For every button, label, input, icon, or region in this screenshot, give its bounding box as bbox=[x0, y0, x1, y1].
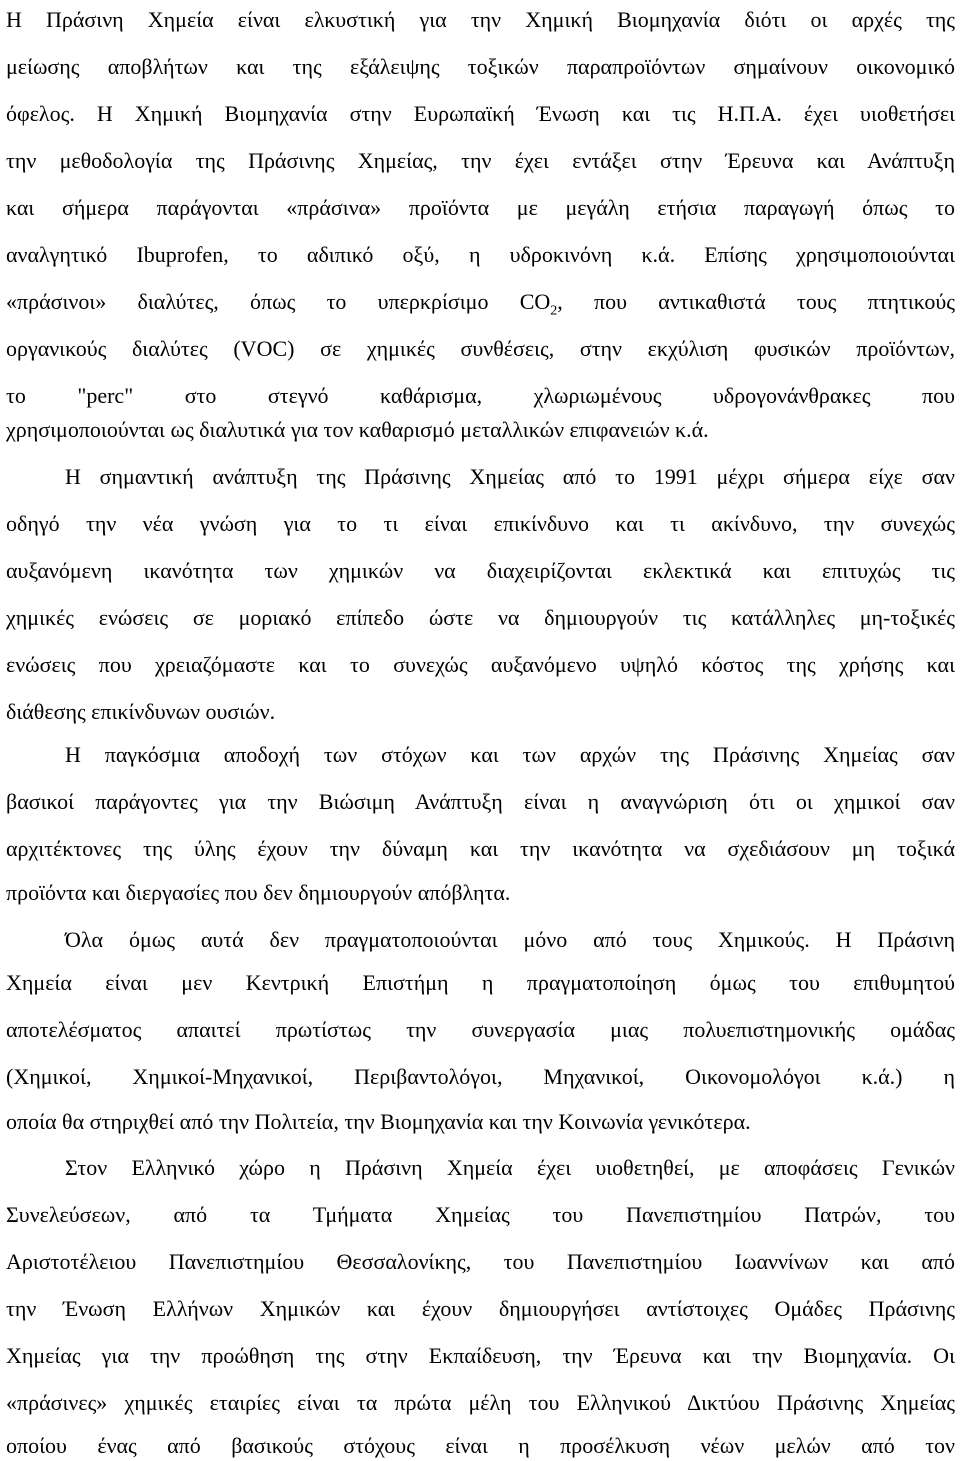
text-line: Αριστοτέλειου Πανεπιστημίου Θεσσαλονίκης, του Πανεπιστημίου Ιωαννίνων και από bbox=[6, 1249, 955, 1274]
text-line: ενώσεις που χρειαζόμαστε και το συνεχώς αυξανόμενο υψηλό κόστος της χρήσης και bbox=[6, 652, 955, 677]
text-line: χημικές ενώσεις σε μοριακό επίπεδο ώστε να δημιουργούν τις κατάλληλες μη-τοξικές bbox=[6, 605, 955, 630]
text-line: και σήμερα παράγονται «πράσινα» προϊόντα με μεγάλη ετήσια παραγωγή όπως το bbox=[6, 195, 955, 220]
text-line: Η σημαντική ανάπτυξη της Πράσινης Χημείας από το 1991 μέχρι σήμερα είχε σαν bbox=[65, 464, 955, 489]
text-line: χρησιμοποιούνται ως διαλυτικά για τον καθαρισμό μεταλλικών επιφανειών κ.ά. bbox=[6, 417, 709, 442]
text-line: αρχιτέκτονες της ύλης έχουν την δύναμη και την ικανότητα να σχεδιάσουν μη τοξικά bbox=[6, 836, 955, 861]
text-line: Συνελεύσεων, από τα Τμήματα Χημείας του Πανεπιστημίου Πατρών, του bbox=[6, 1202, 955, 1227]
text-line: αναλγητικό Ibuprofen, το αδιπικό οξύ, η υδροκινόνη κ.ά. Επίσης χρησιμοποιούνται bbox=[6, 242, 955, 267]
text-line: οδηγό την νέα γνώση για το τι είναι επικίνδυνο και τι ακίνδυνο, την συνεχώς bbox=[6, 511, 955, 536]
text-line: Χημείας για την προώθηση της στην Εκπαίδευση, την Έρευνα και την Βιομηχανία. Οι bbox=[6, 1343, 955, 1368]
text-line: Χημεία είναι μεν Κεντρική Επιστήμη η πραγματοποίηση όμως του επιθυμητού bbox=[6, 970, 955, 995]
text-line: (Χημικοί, Χημικοί-Μηχανικοί, Περιβαντολόγοι, Μηχανικοί, Οικονομολόγοι κ.ά.) η bbox=[6, 1064, 955, 1089]
text-line: αποτελέσματος απαιτεί πρωτίστως την συνεργασία μιας πολυεπιστημονικής ομάδας bbox=[6, 1017, 955, 1042]
text-line: Στον Ελληνικό χώρο η Πράσινη Χημεία έχει υιοθετηθεί, με αποφάσεις Γενικών bbox=[65, 1155, 955, 1180]
text-line: βασικοί παράγοντες για την Βιώσιμη Ανάπτυξη είναι η αναγνώριση ότι οι χημικοί σαν bbox=[6, 789, 955, 814]
text-line bbox=[6, 287, 955, 317]
text-line: το "perc" στο στεγνό καθάρισμα, χλωριωμένους υδρογονάνθρακες που bbox=[6, 383, 955, 408]
subscript: 2 bbox=[550, 303, 558, 319]
text-span: «πράσινοι» διαλύτες, όπως το υπερκρίσιμο CO bbox=[6, 289, 551, 314]
text-line: οποία θα στηριχθεί από την Πολιτεία, την Βιομηχανία και την Κοινωνία γενικότερα. bbox=[6, 1109, 751, 1134]
text-line: Όλα όμως αυτά δεν πραγματοποιούνται μόνο από τους Χημικούς. Η Πράσινη bbox=[65, 927, 955, 952]
text-line: την Ένωση Ελλήνων Χημικών και έχουν δημιουργήσει αντίστοιχες Ομάδες Πράσινης bbox=[6, 1296, 955, 1321]
text-line: Η παγκόσμια αποδοχή των στόχων και των αρχών της Πράσινης Χημείας σαν bbox=[65, 742, 955, 767]
text-line: Η Πράσινη Χημεία είναι ελκυστική για την Χημική Βιομηχανία διότι οι αρχές της bbox=[6, 7, 955, 32]
text-line: μείωσης αποβλήτων και της εξάλειψης τοξικών παραπροϊόντων σημαίνουν οικονομικό bbox=[6, 54, 955, 79]
text-line: όφελος. Η Χημική Βιομηχανία στην Ευρωπαϊκή Ένωση και τις Η.Π.Α. έχει υιοθετήσει bbox=[6, 101, 955, 126]
text-line: οργανικούς διαλύτες (VOC) σε χημικές συνθέσεις, στην εκχύλιση φυσικών προϊόντων, bbox=[6, 336, 955, 361]
text-line: αυξανόμενη ικανότητα των χημικών να διαχειρίζονται εκλεκτικά και επιτυχώς τις bbox=[6, 558, 955, 583]
text-line: διάθεσης επικίνδυνων ουσιών. bbox=[6, 699, 276, 724]
text-line: οποίου ένας από βασικούς στόχους είναι η προσέλκυση νέων μελών από τον bbox=[6, 1433, 955, 1458]
text-line: προϊόντα και διεργασίες που δεν δημιουργούν απόβλητα. bbox=[6, 880, 511, 905]
text-line: την μεθοδολογία της Πράσινης Χημείας, την έχει εντάξει στην Έρευνα και Ανάπτυξη bbox=[6, 148, 955, 173]
text-span: , που αντικαθιστά τους πτητικούς bbox=[557, 289, 956, 314]
text-line: «πράσινες» χημικές εταιρίες είναι τα πρώτα μέλη του Ελληνικού Δικτύου Πράσινης Χημείας bbox=[6, 1390, 955, 1415]
